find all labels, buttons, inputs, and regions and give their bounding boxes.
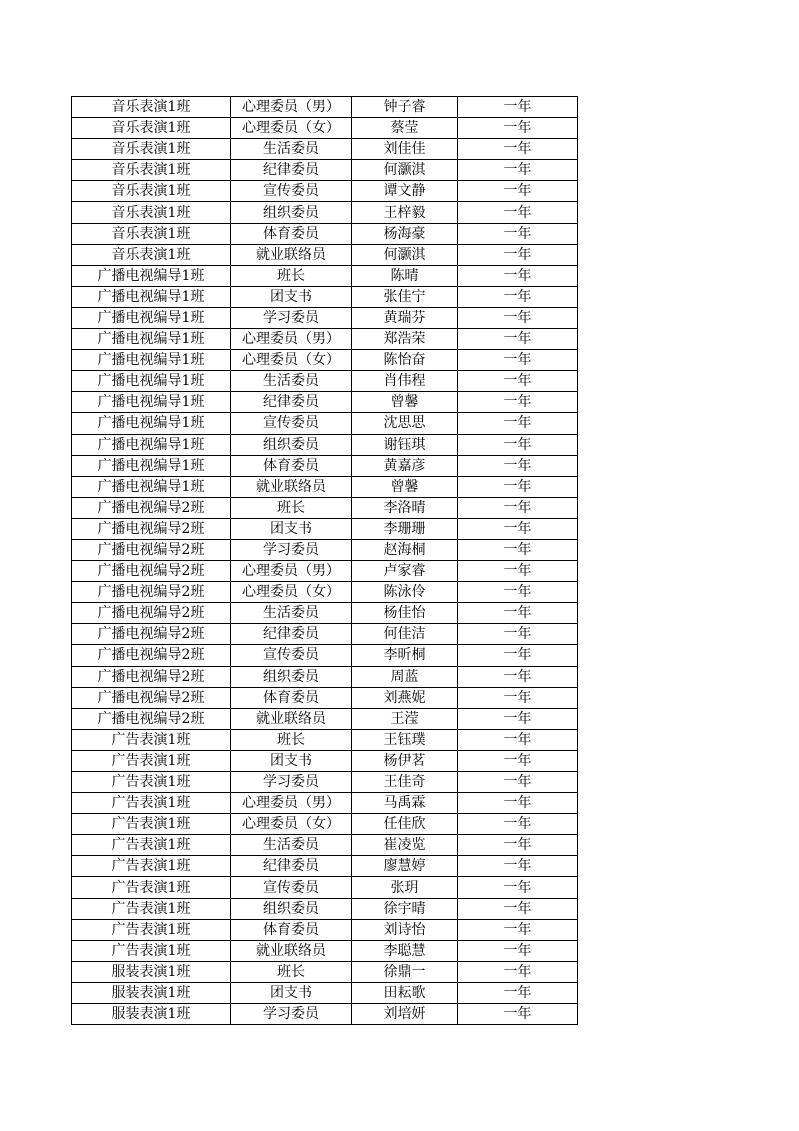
- name-cell: 王佳奇: [352, 772, 458, 793]
- name-cell: 李聪慧: [352, 940, 458, 961]
- role-cell: 学习委员: [231, 307, 352, 328]
- name-cell: 田耘歌: [352, 982, 458, 1003]
- role-cell: 体育委员: [231, 455, 352, 476]
- class-cell: 广播电视编导1班: [72, 434, 231, 455]
- role-cell: 组织委员: [231, 898, 352, 919]
- name-cell: 曾馨: [352, 392, 458, 413]
- role-cell: 学习委员: [231, 539, 352, 560]
- class-cell: 广播电视编导1班: [72, 476, 231, 497]
- role-cell: 就业联络员: [231, 244, 352, 265]
- role-cell: 宣传委员: [231, 877, 352, 898]
- class-cell: 广播电视编导1班: [72, 307, 231, 328]
- class-cell: 广播电视编导2班: [72, 539, 231, 560]
- name-cell: 肖伟程: [352, 371, 458, 392]
- year-cell: 一年: [458, 265, 578, 286]
- name-cell: 黄瑞芬: [352, 307, 458, 328]
- table-row: [72, 497, 578, 518]
- table-row: [72, 413, 578, 434]
- table-row: [72, 1004, 578, 1025]
- role-cell: 生活委员: [231, 139, 352, 160]
- table-row: [72, 814, 578, 835]
- table-row: [72, 455, 578, 476]
- class-cell: 广播电视编导1班: [72, 392, 231, 413]
- year-cell: 一年: [458, 371, 578, 392]
- role-cell: 团支书: [231, 982, 352, 1003]
- table-row: [72, 940, 578, 961]
- year-cell: 一年: [458, 835, 578, 856]
- role-cell: 宣传委员: [231, 413, 352, 434]
- role-cell: 学习委员: [231, 1004, 352, 1025]
- year-cell: 一年: [458, 286, 578, 307]
- name-cell: 谭文静: [352, 181, 458, 202]
- name-cell: 何佳洁: [352, 624, 458, 645]
- name-cell: 廖慧婷: [352, 856, 458, 877]
- table-row: [72, 603, 578, 624]
- class-cell: 广告表演1班: [72, 729, 231, 750]
- year-cell: 一年: [458, 729, 578, 750]
- year-cell: 一年: [458, 413, 578, 434]
- role-cell: 生活委员: [231, 603, 352, 624]
- name-cell: 周蓝: [352, 666, 458, 687]
- table-row: [72, 476, 578, 497]
- name-cell: 卢家睿: [352, 561, 458, 582]
- name-cell: 黄嘉彦: [352, 455, 458, 476]
- role-cell: 生活委员: [231, 835, 352, 856]
- role-cell: 体育委员: [231, 223, 352, 244]
- role-cell: 心理委员（女）: [231, 814, 352, 835]
- class-cell: 广播电视编导1班: [72, 286, 231, 307]
- role-cell: 学习委员: [231, 772, 352, 793]
- class-cell: 服装表演1班: [72, 1004, 231, 1025]
- year-cell: 一年: [458, 982, 578, 1003]
- year-cell: 一年: [458, 624, 578, 645]
- year-cell: 一年: [458, 350, 578, 371]
- table-row: [72, 539, 578, 560]
- class-cell: 广播电视编导2班: [72, 708, 231, 729]
- table-row: [72, 772, 578, 793]
- year-cell: 一年: [458, 539, 578, 560]
- class-cell: 广播电视编导2班: [72, 645, 231, 666]
- class-cell: 广播电视编导1班: [72, 265, 231, 286]
- table-row: [72, 561, 578, 582]
- class-cell: 广告表演1班: [72, 940, 231, 961]
- year-cell: 一年: [458, 687, 578, 708]
- year-cell: 一年: [458, 603, 578, 624]
- table-row: [72, 160, 578, 181]
- class-cell: 广告表演1班: [72, 877, 231, 898]
- year-cell: 一年: [458, 455, 578, 476]
- table-row: [72, 708, 578, 729]
- table-row: [72, 97, 578, 118]
- table-row: [72, 307, 578, 328]
- name-cell: 徐宇晴: [352, 898, 458, 919]
- year-cell: 一年: [458, 97, 578, 118]
- year-cell: 一年: [458, 202, 578, 223]
- table-row: [72, 666, 578, 687]
- table-row: [72, 750, 578, 771]
- class-cell: 广播电视编导1班: [72, 371, 231, 392]
- year-cell: 一年: [458, 793, 578, 814]
- role-cell: 班长: [231, 961, 352, 982]
- year-cell: 一年: [458, 244, 578, 265]
- class-cell: 音乐表演1班: [72, 97, 231, 118]
- table-row: [72, 371, 578, 392]
- role-cell: 心理委员（男）: [231, 97, 352, 118]
- table-body: [72, 97, 578, 1025]
- class-cell: 广告表演1班: [72, 814, 231, 835]
- class-cell: 广播电视编导2班: [72, 497, 231, 518]
- name-cell: 刘培妍: [352, 1004, 458, 1025]
- year-cell: 一年: [458, 476, 578, 497]
- class-cell: 音乐表演1班: [72, 202, 231, 223]
- name-cell: 陈泳伶: [352, 582, 458, 603]
- year-cell: 一年: [458, 561, 578, 582]
- class-cell: 音乐表演1班: [72, 181, 231, 202]
- role-cell: 班长: [231, 497, 352, 518]
- name-cell: 钟子睿: [352, 97, 458, 118]
- year-cell: 一年: [458, 434, 578, 455]
- table-row: [72, 961, 578, 982]
- role-cell: 纪律委员: [231, 392, 352, 413]
- name-cell: 杨佳怡: [352, 603, 458, 624]
- table-row: [72, 518, 578, 539]
- role-cell: 心理委员（女）: [231, 118, 352, 139]
- year-cell: 一年: [458, 160, 578, 181]
- name-cell: 刘佳佳: [352, 139, 458, 160]
- role-cell: 团支书: [231, 518, 352, 539]
- name-cell: 王钰璞: [352, 729, 458, 750]
- table-row: [72, 856, 578, 877]
- name-cell: 任佳欣: [352, 814, 458, 835]
- class-cell: 广告表演1班: [72, 835, 231, 856]
- table-row: [72, 624, 578, 645]
- table-row: [72, 645, 578, 666]
- year-cell: 一年: [458, 181, 578, 202]
- year-cell: 一年: [458, 772, 578, 793]
- name-cell: 李洛晴: [352, 497, 458, 518]
- year-cell: 一年: [458, 307, 578, 328]
- name-cell: 陈晴: [352, 265, 458, 286]
- table-row: [72, 919, 578, 940]
- role-cell: 心理委员（女）: [231, 582, 352, 603]
- table-row: [72, 877, 578, 898]
- year-cell: 一年: [458, 708, 578, 729]
- class-cell: 广播电视编导2班: [72, 582, 231, 603]
- role-cell: 心理委员（女）: [231, 350, 352, 371]
- table-row: [72, 982, 578, 1003]
- table-row: [72, 202, 578, 223]
- year-cell: 一年: [458, 877, 578, 898]
- name-cell: 郑浩荣: [352, 329, 458, 350]
- name-cell: 赵海桐: [352, 539, 458, 560]
- table-row: [72, 793, 578, 814]
- class-cell: 音乐表演1班: [72, 244, 231, 265]
- table-row: [72, 687, 578, 708]
- year-cell: 一年: [458, 1004, 578, 1025]
- year-cell: 一年: [458, 518, 578, 539]
- year-cell: 一年: [458, 645, 578, 666]
- class-cell: 音乐表演1班: [72, 160, 231, 181]
- year-cell: 一年: [458, 961, 578, 982]
- name-cell: 蔡莹: [352, 118, 458, 139]
- table-row: [72, 434, 578, 455]
- name-cell: 刘燕妮: [352, 687, 458, 708]
- role-cell: 心理委员（男）: [231, 561, 352, 582]
- class-cell: 广播电视编导2班: [72, 518, 231, 539]
- name-cell: 何灏淇: [352, 160, 458, 181]
- role-cell: 纪律委员: [231, 624, 352, 645]
- year-cell: 一年: [458, 919, 578, 940]
- role-cell: 组织委员: [231, 666, 352, 687]
- class-cell: 广播电视编导1班: [72, 350, 231, 371]
- class-cell: 广告表演1班: [72, 898, 231, 919]
- class-cell: 广播电视编导2班: [72, 561, 231, 582]
- table-row: [72, 265, 578, 286]
- role-cell: 纪律委员: [231, 160, 352, 181]
- year-cell: 一年: [458, 329, 578, 350]
- class-cell: 广告表演1班: [72, 919, 231, 940]
- year-cell: 一年: [458, 666, 578, 687]
- name-cell: 徐鼎一: [352, 961, 458, 982]
- year-cell: 一年: [458, 856, 578, 877]
- role-cell: 就业联络员: [231, 476, 352, 497]
- role-cell: 体育委员: [231, 919, 352, 940]
- name-cell: 何灏淇: [352, 244, 458, 265]
- role-cell: 宣传委员: [231, 645, 352, 666]
- name-cell: 曾馨: [352, 476, 458, 497]
- class-cell: 广播电视编导2班: [72, 687, 231, 708]
- table-row: [72, 244, 578, 265]
- name-cell: 刘诗怡: [352, 919, 458, 940]
- role-cell: 宣传委员: [231, 181, 352, 202]
- year-cell: 一年: [458, 392, 578, 413]
- class-cell: 广告表演1班: [72, 793, 231, 814]
- role-cell: 心理委员（男）: [231, 329, 352, 350]
- role-cell: 班长: [231, 729, 352, 750]
- year-cell: 一年: [458, 118, 578, 139]
- year-cell: 一年: [458, 223, 578, 244]
- class-cell: 服装表演1班: [72, 961, 231, 982]
- role-cell: 团支书: [231, 286, 352, 307]
- name-cell: 杨伊茗: [352, 750, 458, 771]
- class-cell: 广播电视编导2班: [72, 666, 231, 687]
- table-row: [72, 118, 578, 139]
- year-cell: 一年: [458, 582, 578, 603]
- name-cell: 马禹霖: [352, 793, 458, 814]
- role-cell: 组织委员: [231, 202, 352, 223]
- class-cell: 广播电视编导2班: [72, 603, 231, 624]
- table-row: [72, 835, 578, 856]
- year-cell: 一年: [458, 497, 578, 518]
- role-cell: 体育委员: [231, 687, 352, 708]
- table-row: [72, 181, 578, 202]
- class-cell: 广告表演1班: [72, 856, 231, 877]
- year-cell: 一年: [458, 898, 578, 919]
- name-cell: 张佳宁: [352, 286, 458, 307]
- table-row: [72, 582, 578, 603]
- role-cell: 班长: [231, 265, 352, 286]
- table-row: [72, 350, 578, 371]
- class-officers-table: [71, 96, 578, 1025]
- name-cell: 李昕桐: [352, 645, 458, 666]
- name-cell: 李珊珊: [352, 518, 458, 539]
- class-cell: 广播电视编导1班: [72, 329, 231, 350]
- year-cell: 一年: [458, 750, 578, 771]
- class-cell: 音乐表演1班: [72, 139, 231, 160]
- table-row: [72, 729, 578, 750]
- table-row: [72, 329, 578, 350]
- name-cell: 陈怡奋: [352, 350, 458, 371]
- role-cell: 生活委员: [231, 371, 352, 392]
- table-row: [72, 286, 578, 307]
- class-cell: 广告表演1班: [72, 750, 231, 771]
- table-row: [72, 139, 578, 160]
- table-row: [72, 223, 578, 244]
- role-cell: 心理委员（男）: [231, 793, 352, 814]
- role-cell: 团支书: [231, 750, 352, 771]
- name-cell: 谢钰琪: [352, 434, 458, 455]
- name-cell: 王梓毅: [352, 202, 458, 223]
- name-cell: 沈思思: [352, 413, 458, 434]
- table-row: [72, 898, 578, 919]
- table-row: [72, 392, 578, 413]
- role-cell: 组织委员: [231, 434, 352, 455]
- class-cell: 服装表演1班: [72, 982, 231, 1003]
- year-cell: 一年: [458, 940, 578, 961]
- class-cell: 音乐表演1班: [72, 223, 231, 244]
- role-cell: 就业联络员: [231, 708, 352, 729]
- class-cell: 广播电视编导1班: [72, 413, 231, 434]
- class-cell: 广告表演1班: [72, 772, 231, 793]
- name-cell: 杨海豪: [352, 223, 458, 244]
- year-cell: 一年: [458, 814, 578, 835]
- class-cell: 音乐表演1班: [72, 118, 231, 139]
- name-cell: 崔凌览: [352, 835, 458, 856]
- class-cell: 广播电视编导1班: [72, 455, 231, 476]
- name-cell: 张玥: [352, 877, 458, 898]
- role-cell: 纪律委员: [231, 856, 352, 877]
- name-cell: 王滢: [352, 708, 458, 729]
- role-cell: 就业联络员: [231, 940, 352, 961]
- class-cell: 广播电视编导2班: [72, 624, 231, 645]
- year-cell: 一年: [458, 139, 578, 160]
